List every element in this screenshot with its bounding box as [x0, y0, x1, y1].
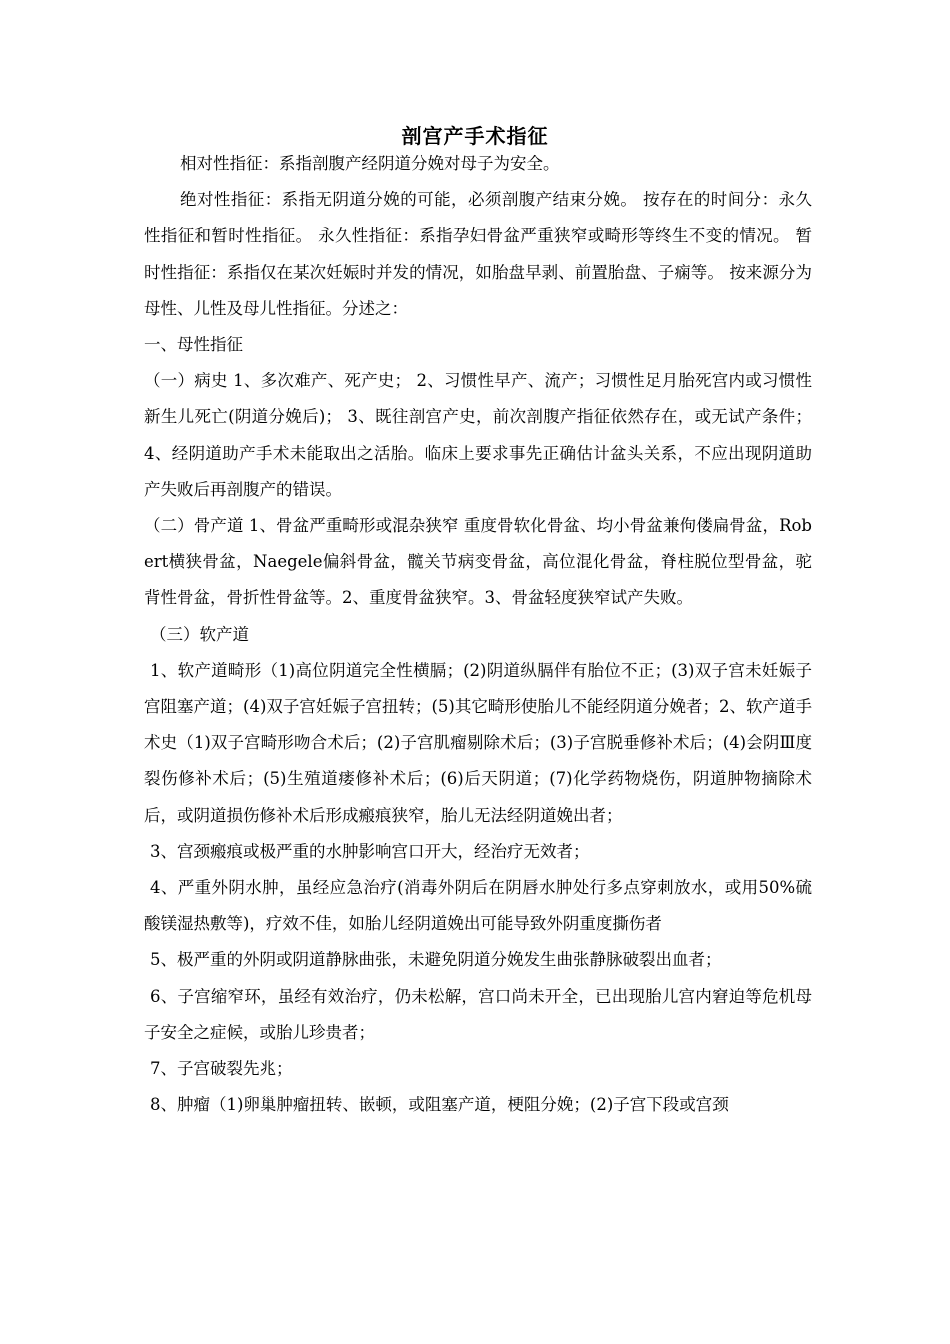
paragraph-history: （一）病史 1、多次难产、死产史； 2、习惯性早产、流产；习惯性足月胎死宫内或习惯性新生儿死亡(阴道分娩后)； 3、既往剖宫产史，前次剖腹产指征依然存在，或无试产条件； 4、经阴道助产手术未能取出之活胎。临床上要求事先正确估计盆头关系，不应出现阴道助产失败后再剖腹产的错误。: [144, 371, 812, 499]
paragraph-relative-indication: 相对性指征：系指剖腹产经阴道分娩对母子为安全。: [180, 154, 560, 173]
paragraph-item-5: 5、极严重的外阴或阴道静脉曲张，未避免阴道分娩发生曲张静脉破裂出血者；: [150, 950, 722, 970]
paragraph-item-3: 3、宫颈瘢痕或极严重的水肿影响宫口开大，经治疗无效者；: [150, 841, 590, 861]
paragraph-absolute-indication: 绝对性指征：系指无阴道分娩的可能，必须剖腹产结束分娩。 按存在的时间分：永久性指征和暂时性指征。 永久性指征：系指孕妇骨盆严重狭窄或畸形等终生不变的情况。 暂时性指征：系指仅在某次妊娠时并发的情况，如胎盘早剥、前置胎盘、子痫等。 按来源分为母性、儿性及母儿性指征。分述之：: [144, 190, 812, 318]
paragraph-item-7: 7、子宫破裂先兆；: [150, 1059, 293, 1079]
paragraph-item-8: 8、肿瘤（1)卵巢肿瘤扭转、嵌顿，或阻塞产道，梗阻分娩；(2)子宫下段或宫颈: [150, 1095, 729, 1115]
section-heading-maternal: 一、母性指征: [144, 335, 243, 355]
paragraph-item-4: 4、严重外阴水肿，虽经应急治疗(消毒外阴后在阴唇水肿处行多点穿刺放水，或用50%硫酸镁湿热敷等)，疗效不佳，如胎儿经阴道娩出可能导致外阴重度撕伤者: [144, 878, 812, 934]
document-body: [144, 146, 812, 1123]
paragraph-bony-birth-canal: （二）骨产道 1、骨盆严重畸形或混杂狭窄 重度骨软化骨盆、均小骨盆兼佝偻扁骨盆，Robert横狭骨盆，Naegele偏斜骨盆，髋关节病变骨盆，高位混化骨盆，脊柱脱位型骨盆，驼背性骨盆，骨折性骨盆等。2、重度骨盆狭窄。3、骨盆轻度狭窄试产失败。: [144, 516, 812, 608]
document-title: 剖宫产手术指征: [401, 124, 549, 148]
paragraph-soft-canal-items: 1、软产道畸形（1)高位阴道完全性横膈；(2)阴道纵膈伴有胎位不正；(3)双子宫未妊娠子宫阻塞产道；(4)双子宫妊娠子宫扭转；(5)其它畸形使胎儿不能经阴道分娩者；2、软产道手术史（1)双子宫畸形吻合术后；(2)子宫肌瘤剔除术后；(3)子宫脱垂修补术后；(4)会阴Ⅲ度裂伤修补术后；(5)生殖道瘘修补术后；(6)后天阴道；(7)化学药物烧伤，阴道肿物摘除术后，或阴道损伤修补术后形成瘢痕狭窄，胎儿无法经阴道娩出者；: [144, 660, 812, 825]
paragraph-item-6: 6、子宫缩窄环，虽经有效治疗，仍未松解，宫口尚未开全，已出现胎儿宫内窘迫等危机母子安全之症候，或胎儿珍贵者；: [144, 986, 812, 1042]
subheading-soft-birth-canal: （三）软产道: [150, 624, 249, 644]
